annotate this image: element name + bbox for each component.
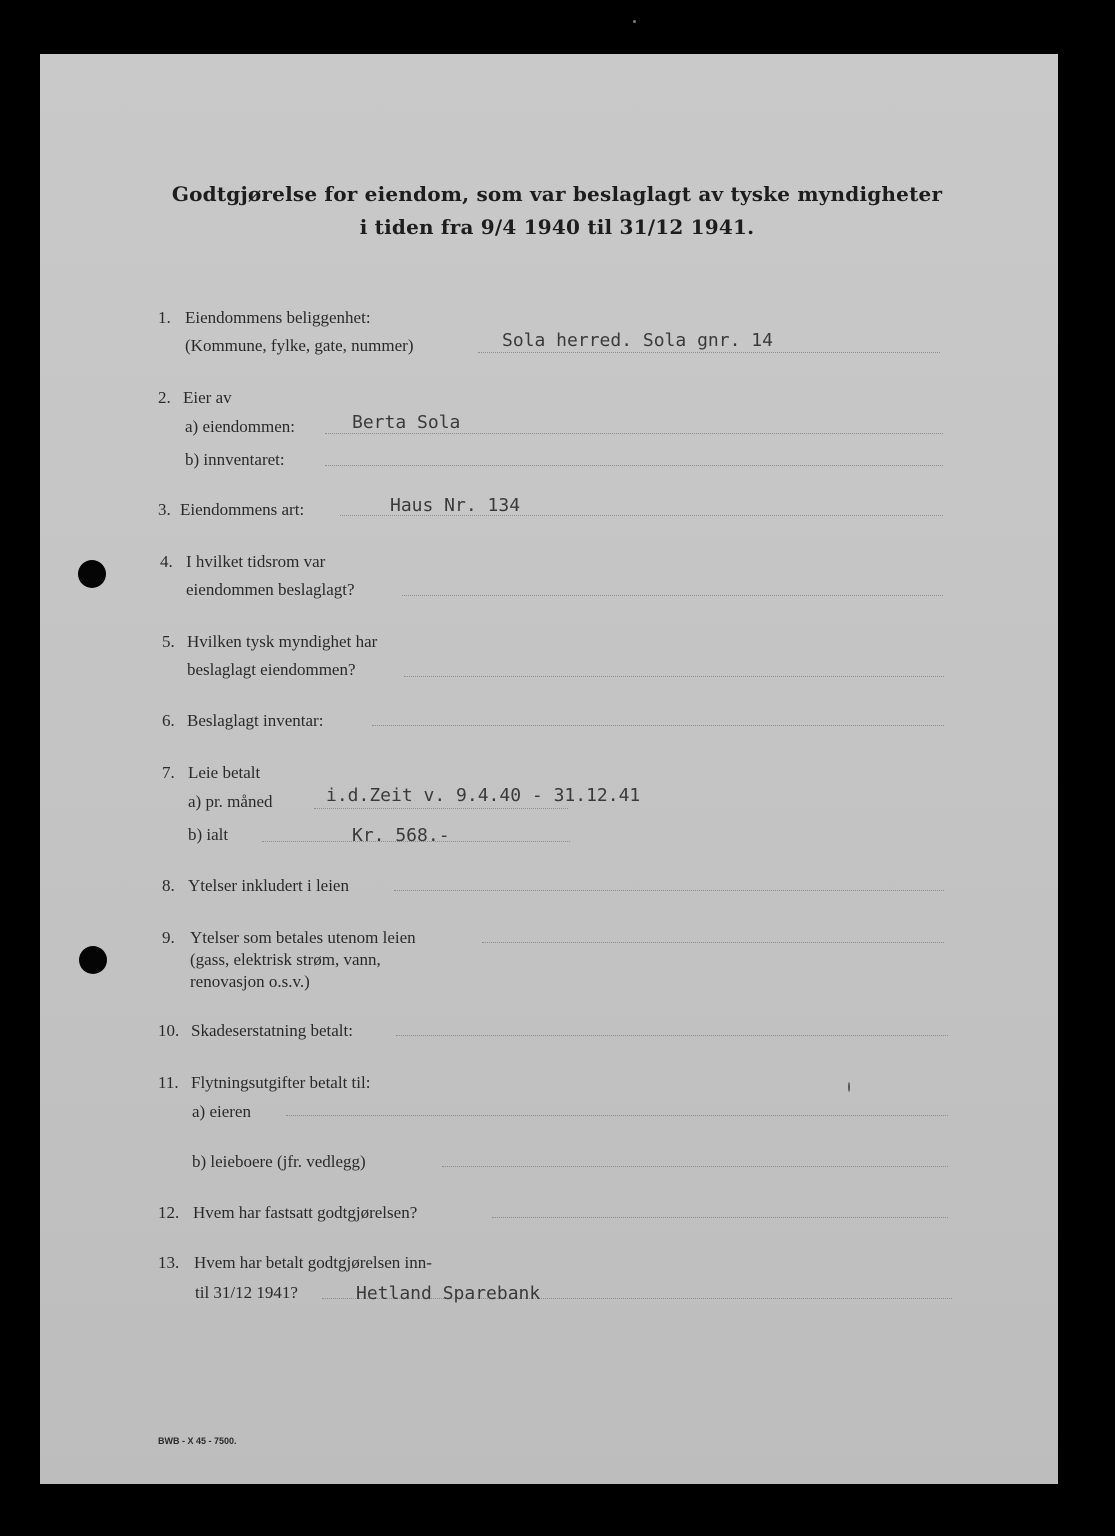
item-6-field-line	[372, 725, 944, 726]
item-13-value: Hetland Sparebank	[356, 1283, 541, 1304]
item-13-sublabel: til 31/12 1941?	[195, 1283, 298, 1302]
item-9-number: 9.	[162, 928, 175, 947]
item-4-number: 4.	[160, 552, 173, 571]
item-6-number: 6.	[162, 711, 175, 730]
item-5-label: Hvilken tysk myndighet har	[187, 632, 378, 651]
item-1-sublabel: (Kommune, fylke, gate, nummer)	[185, 336, 414, 355]
item-7b-label: b) ialt	[188, 825, 229, 844]
dust-speck	[633, 20, 636, 23]
item-2-number: 2.	[158, 388, 171, 407]
item-12-number: 12.	[158, 1203, 180, 1222]
item-2a-label: a) eiendommen:	[185, 417, 295, 436]
item-8-number: 8.	[162, 876, 175, 895]
item-4-field-line	[402, 595, 943, 596]
item-11b-label: b) leieboere (jfr. vedlegg)	[192, 1152, 366, 1171]
item-4-label: I hvilket tidsrom var	[186, 552, 326, 571]
item-11a-label: a) eieren	[192, 1102, 251, 1121]
item-9-label: Ytelser som betales utenom leien	[190, 928, 416, 947]
item-7-label: Leie betalt	[188, 763, 261, 782]
item-8-field-line	[394, 890, 944, 891]
item-11-number: 11.	[158, 1073, 179, 1092]
item-10-field-line	[396, 1035, 948, 1036]
item-7a-value: i.d.Zeit v. 9.4.40 - 31.12.41	[326, 785, 641, 806]
item-3-value: Haus Nr. 134	[390, 495, 521, 516]
item-11-label: Flytningsutgifter betalt til:	[191, 1073, 371, 1092]
form-title-line1: Godtgjørelse for eiendom, som var beslaglagt av tyske myndigheter	[171, 182, 943, 206]
item-5-field-line	[404, 676, 944, 677]
item-10-number: 10.	[158, 1021, 180, 1040]
punch-hole-upper	[78, 560, 106, 588]
item-2b-label: b) innventaret:	[185, 450, 285, 469]
item-7a-field-line	[314, 808, 568, 809]
item-7b-value: Kr. 568.-	[352, 825, 450, 846]
item-11b-field-line	[442, 1166, 948, 1167]
item-12-label: Hvem har fastsatt godtgjørelsen?	[193, 1203, 418, 1222]
item-1-label: Eiendommens beliggenhet:	[185, 308, 371, 327]
item-1-field-line	[478, 352, 940, 353]
item-9-sublabel-2: renovasjon o.s.v.)	[190, 972, 310, 991]
item-1-value: Sola herred. Sola gnr. 14	[502, 330, 773, 351]
punch-hole-lower	[79, 946, 107, 974]
item-7a-label: a) pr. måned	[188, 792, 273, 811]
item-3-number: 3.	[158, 500, 171, 519]
paper-speck	[848, 1082, 850, 1092]
item-13-number: 13.	[158, 1253, 180, 1272]
item-4-sublabel: eiendommen beslaglagt?	[186, 580, 355, 599]
item-11a-field-line	[286, 1115, 948, 1116]
item-9-sublabel-1: (gass, elektrisk strøm, vann,	[190, 950, 381, 969]
item-6-label: Beslaglagt inventar:	[187, 711, 324, 730]
item-13-label: Hvem har betalt godtgjørelsen inn-	[194, 1253, 432, 1272]
item-10-label: Skadeserstatning betalt:	[191, 1021, 353, 1040]
item-2a-field-line	[325, 433, 943, 434]
form-title-line2: i tiden fra 9/4 1940 til 31/12 1941.	[359, 215, 755, 239]
item-8-label: Ytelser inkludert i leien	[188, 876, 349, 895]
item-12-field-line	[492, 1217, 948, 1218]
item-5-sublabel: beslaglagt eiendommen?	[187, 660, 356, 679]
item-3-label: Eiendommens art:	[180, 500, 305, 519]
item-9-field-line	[482, 942, 944, 943]
item-5-number: 5.	[162, 632, 175, 651]
form-sheet	[40, 54, 1058, 1484]
item-2a-value: Berta Sola	[352, 412, 461, 433]
item-2b-field-line	[325, 465, 943, 466]
item-2-label: Eier av	[183, 388, 232, 407]
item-1-number: 1.	[158, 308, 171, 327]
item-7-number: 7.	[162, 763, 175, 782]
print-code: BWB - X 45 - 7500.	[158, 1436, 237, 1446]
